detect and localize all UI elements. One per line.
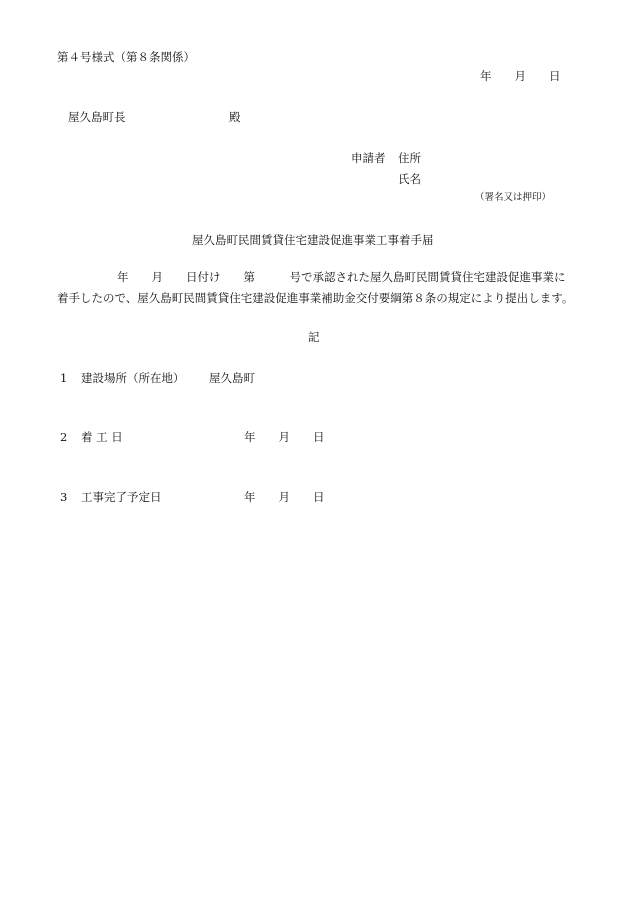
item-number: 1: [60, 371, 68, 385]
applicant-address-label: 住所: [398, 151, 421, 165]
seal-note: （署名又は押印）: [475, 192, 552, 203]
form-label: 第４号様式（第８条関係）: [57, 50, 195, 64]
ki-heading: 記: [308, 330, 320, 344]
addressee: 屋久島町長 殿: [68, 110, 241, 124]
item-label: 着 工 日: [81, 430, 123, 444]
applicant-name-label: 氏名: [398, 172, 421, 186]
item-label: 建設場所（所在地）: [81, 371, 185, 385]
date-header: 年 月 日: [480, 69, 561, 83]
body-line-2: 着手したので、屋久島町民間賃貸住宅建設促進事業補助金交付要綱第８条の規定により提出します。: [57, 291, 574, 305]
applicant-label: 申請者: [351, 151, 386, 165]
item-value: 年 月 日: [244, 430, 325, 444]
item-value: 屋久島町: [209, 371, 255, 385]
item-number: 3: [60, 490, 68, 504]
item-number: 2: [60, 430, 68, 444]
body-line-1: 年 月 日付け 第 号で承認された屋久島町民間賃貸住宅建設促進事業に: [117, 270, 566, 284]
document-title: 屋久島町民間賃貸住宅建設促進事業工事着手届: [192, 233, 434, 247]
item-value: 年 月 日: [244, 490, 325, 504]
item-label: 工事完了予定日: [81, 490, 162, 504]
